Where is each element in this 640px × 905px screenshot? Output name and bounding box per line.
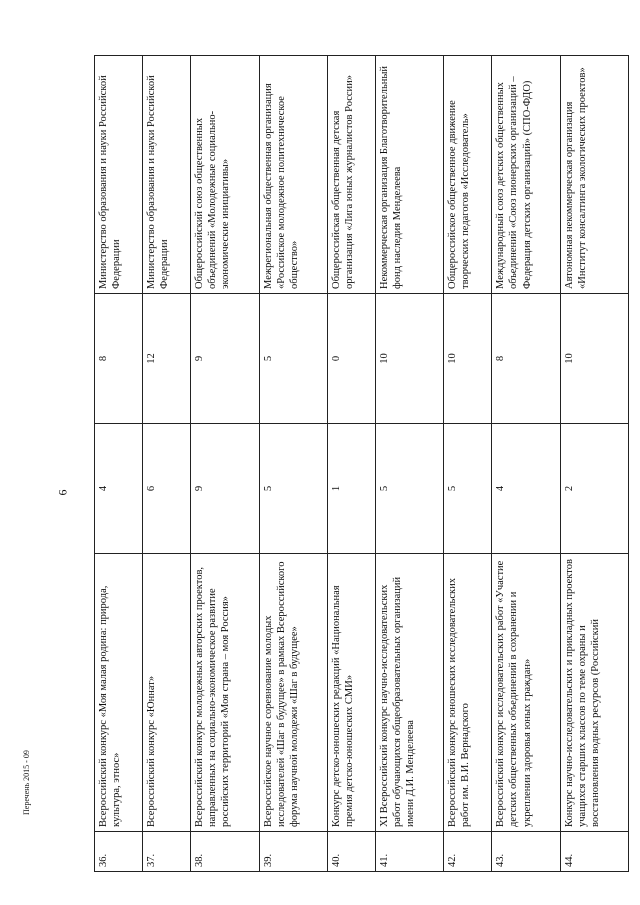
competition-table-wrap [94,56,629,872]
organizer: Общероссийское общественное движение творческих педагогов «Исследователь» [444,56,492,294]
organizer: Министерство образования и науки Российской Федерации [95,56,143,294]
table-row [375,56,443,872]
page-number: 6 [55,489,70,496]
table-row [444,56,492,872]
row-number: 41. [375,832,443,872]
competition-name: Всероссийский конкурс исследовательских работ «Участие детских общественных объединений в сохранении и укреплении здоровья юных граждан» [492,554,560,832]
organizer: Некоммерческая организация Благотворительный фонд наследия Менделеева [375,56,443,294]
competition-name: Всероссийский конкурс юношеских исследовательских работ им. В.И. Вернадского [444,554,492,832]
value-b: 10 [375,294,443,424]
table-row [143,56,191,872]
table-row [327,56,375,872]
value-a: 5 [375,424,443,554]
competition-name: Конкурс детско-юношеских редакций «Национальная премия детско-юношеских СМИ» [327,554,375,832]
table-row [191,56,259,872]
organizer: Автономная некоммерческая организация «Институт консалтинга экологических проектов» [560,56,628,294]
competition-name: Конкурс научно-исследовательских и прикладных проектов учащихся старших классов по теме охраны и восстановления водных ресурсов (Российский [560,554,628,832]
competition-name: Всероссийское научное соревнование молодых исследователей «Шаг в будущее» в рамках Всероссийского форума научной молодежи «Шаг в будущее» [259,554,327,832]
competition-name: Всероссийский конкурс «Юннат» [143,554,191,832]
value-b: 8 [492,294,560,424]
competition-name: Всероссийский конкурс молодежных авторских проектов, направленных на социально-экономическое развитие российских территорий «Моя страна – моя Россия» [191,554,259,832]
value-a: 5 [259,424,327,554]
value-a: 1 [327,424,375,554]
row-number: 42. [444,832,492,872]
value-b: 9 [191,294,259,424]
row-number: 43. [492,832,560,872]
value-b: 0 [327,294,375,424]
table-row [259,56,327,872]
value-b: 10 [560,294,628,424]
value-a: 4 [492,424,560,554]
row-number: 39. [259,832,327,872]
competition-table [94,55,629,872]
competition-name: Всероссийский конкурс «Моя малая родина: природа, культура, этнос» [95,554,143,832]
page-footer: Перечень 2015 - 09 [22,750,31,815]
organizer: Межрегиональная общественная организация «Российское молодежное политехническое общество» [259,56,327,294]
row-number: 36. [95,832,143,872]
row-number: 44. [560,832,628,872]
value-a: 6 [143,424,191,554]
value-b: 5 [259,294,327,424]
competition-name: XI Всероссийский конкурс научно-исследовательских работ обучающихся общеобразовательных организаций имени Д.И. Менделеева [375,554,443,832]
value-b: 12 [143,294,191,424]
table-row [492,56,560,872]
value-a: 5 [444,424,492,554]
table-row [560,56,628,872]
table-row [95,56,143,872]
value-b: 8 [95,294,143,424]
value-a: 4 [95,424,143,554]
organizer: Общероссийская общественная детская организация «Лига юных журналистов России» [327,56,375,294]
row-number: 40. [327,832,375,872]
value-a: 2 [560,424,628,554]
organizer: Общероссийский союз общественных объединений «Молодежные социально-экономические инициативы» [191,56,259,294]
organizer: Министерство образования и науки Российской Федерации [143,56,191,294]
row-number: 38. [191,832,259,872]
value-a: 9 [191,424,259,554]
value-b: 10 [444,294,492,424]
organizer: Международный союз детских общественных объединений «Союз пионерских организаций – Федерация детских организаций» (СПО-ФДО) [492,56,560,294]
row-number: 37. [143,832,191,872]
